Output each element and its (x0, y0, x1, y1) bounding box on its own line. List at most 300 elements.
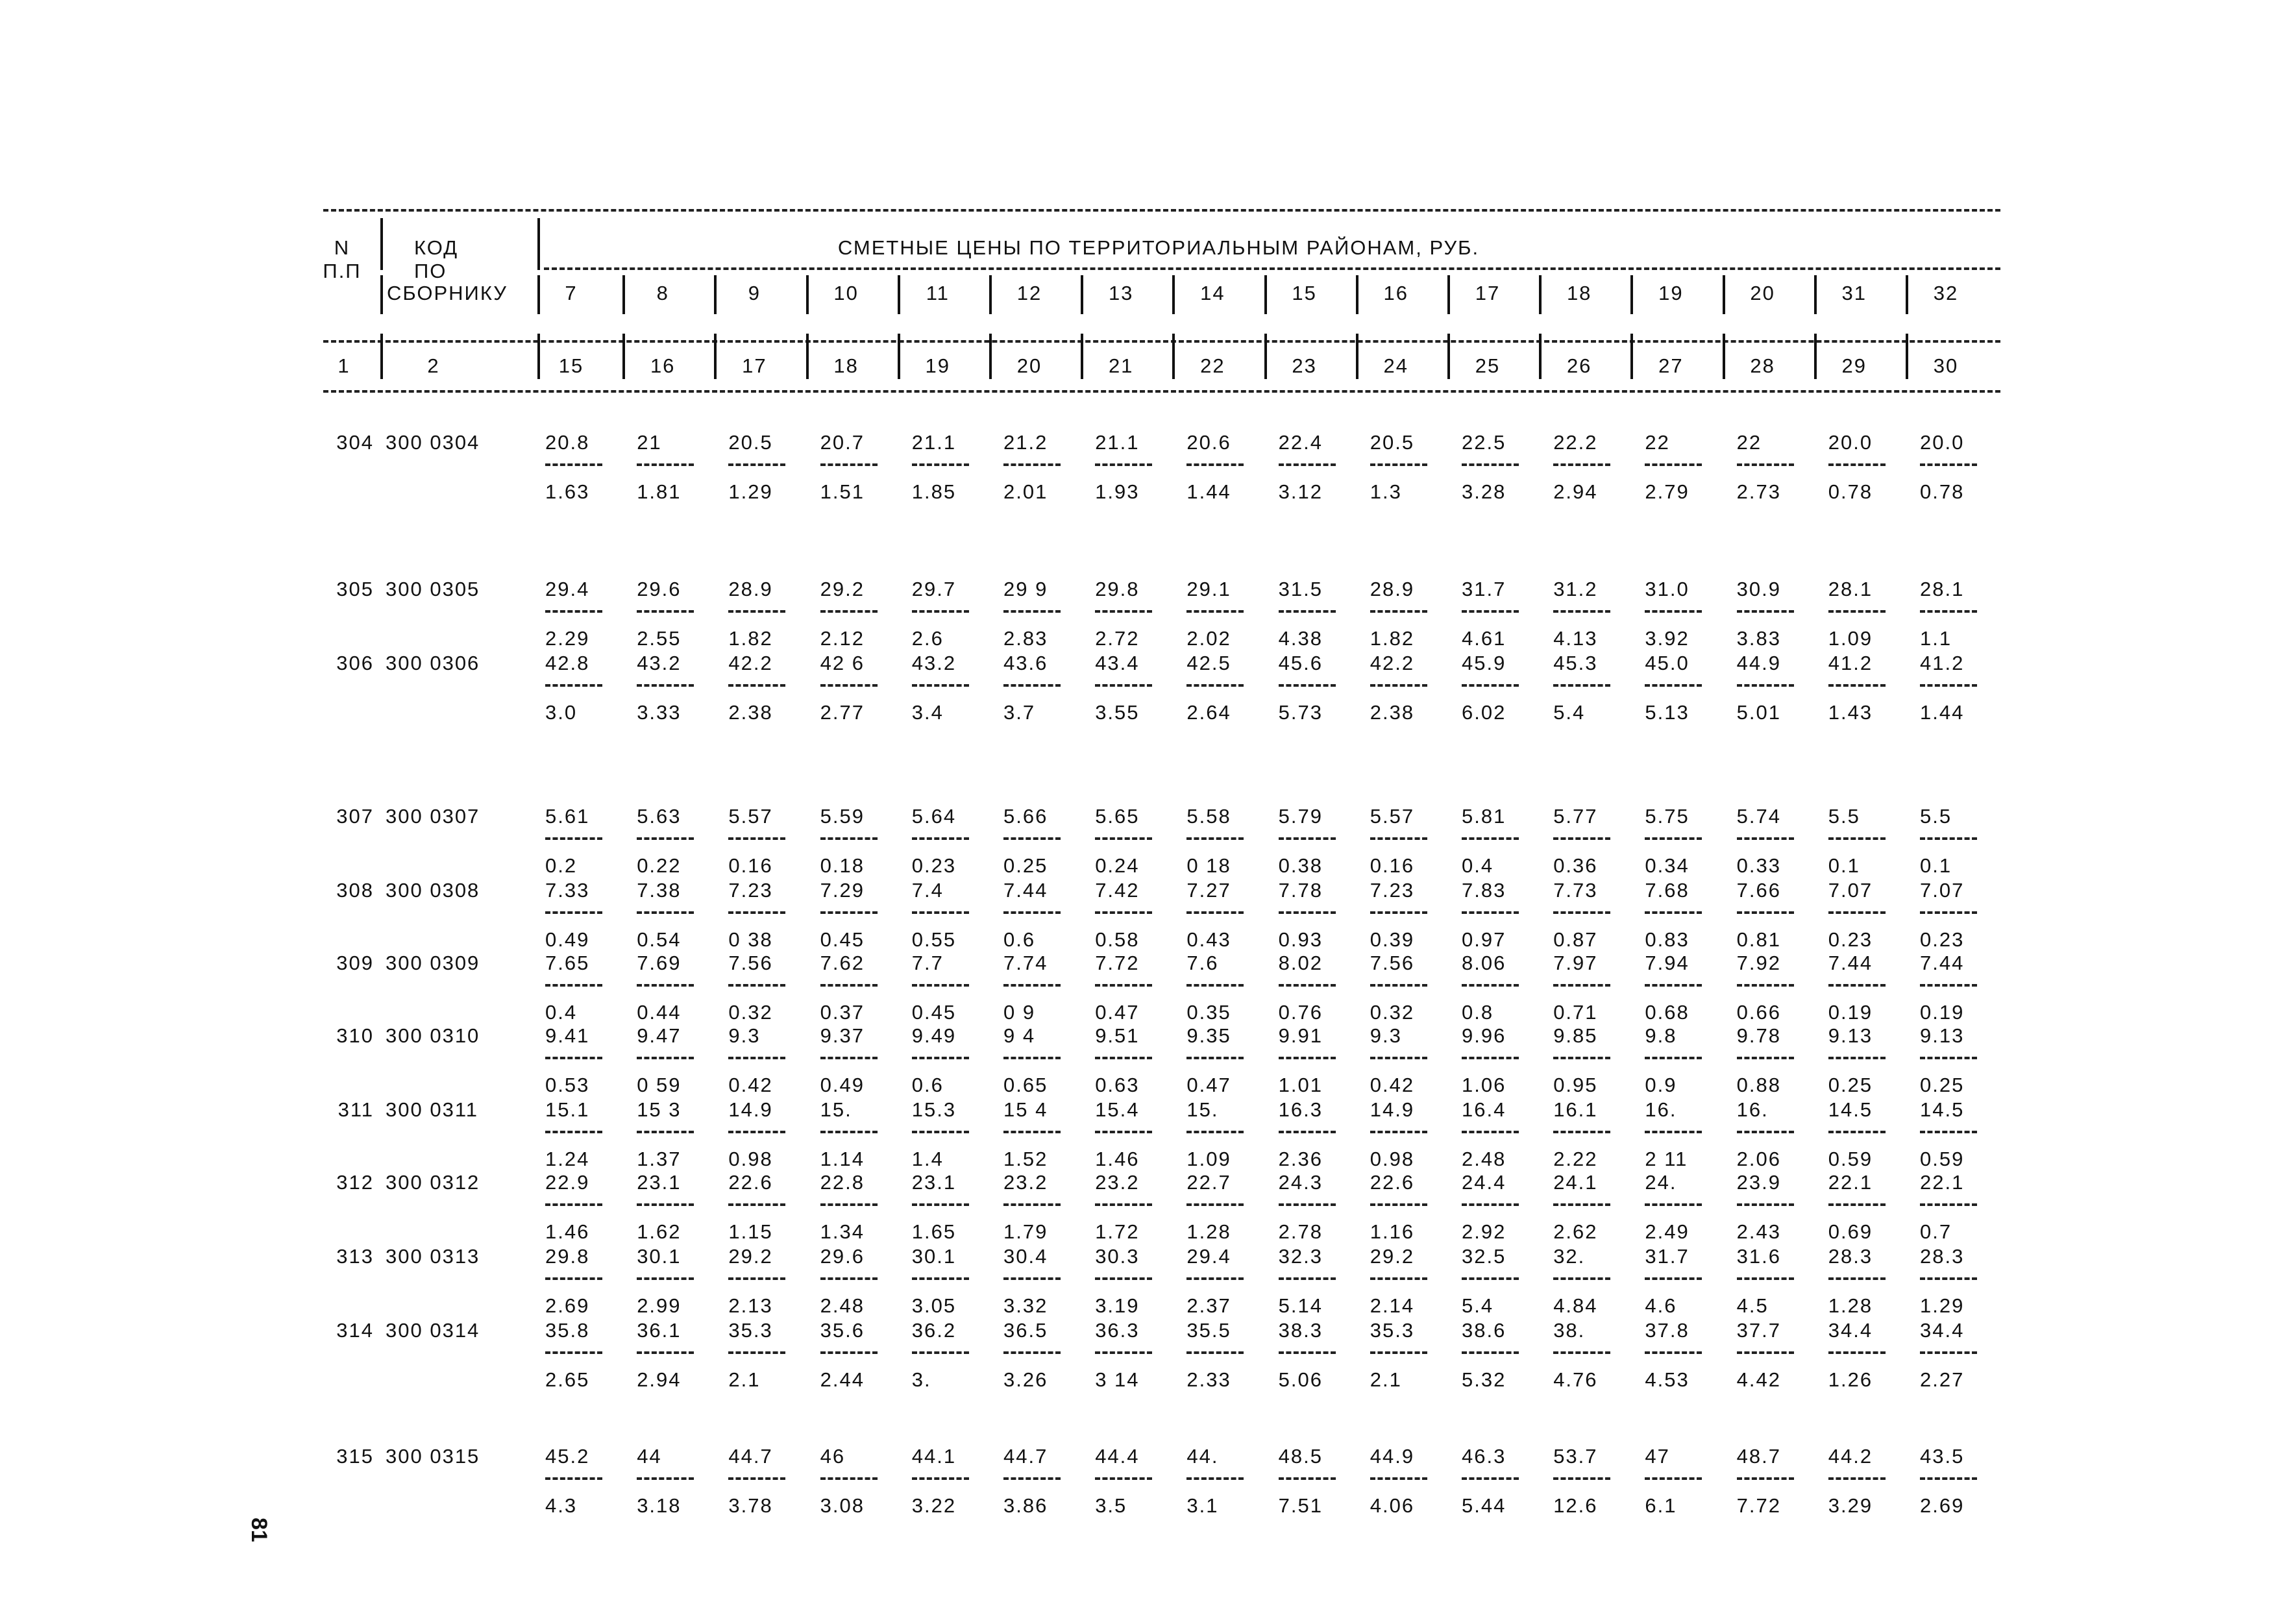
fraction-line (1553, 1057, 1610, 1059)
price-numerator: 9.47 (637, 1024, 682, 1047)
fraction-line (1920, 1203, 1977, 1206)
fraction-line (1920, 1131, 1977, 1133)
price-numerator: 48.5 (1278, 1445, 1323, 1468)
fraction-line (1920, 984, 1977, 987)
price-numerator: 15. (820, 1098, 852, 1121)
price-numerator: 29.6 (637, 578, 682, 600)
fraction-line (637, 837, 694, 840)
price-numerator: 5.58 (1186, 805, 1231, 828)
price-numerator: 8.02 (1278, 952, 1323, 974)
fraction-line (1370, 1057, 1427, 1059)
price-numerator: 42.2 (1370, 652, 1415, 674)
price-denominator: 1.65 (911, 1220, 957, 1243)
po-header: ПО (414, 260, 447, 282)
price-numerator: 5.59 (820, 805, 865, 828)
price-denominator: 0.59 (1920, 1148, 1965, 1170)
price-numerator: 45.9 (1462, 652, 1506, 674)
price-numerator: 9.78 (1736, 1024, 1781, 1047)
fraction-line (1737, 684, 1794, 687)
price-numerator: 15.3 (911, 1098, 957, 1121)
price-numerator: 7.44 (1003, 879, 1048, 902)
price-denominator: 0.23 (1828, 928, 1873, 951)
column-number: 25 (1475, 354, 1501, 377)
price-denominator: 2.65 (545, 1368, 590, 1391)
price-numerator: 30.3 (1095, 1245, 1140, 1268)
fraction-line (1003, 1277, 1061, 1280)
price-denominator: 0.66 (1736, 1001, 1781, 1024)
price-denominator: 2.48 (1462, 1148, 1506, 1170)
fraction-line (1462, 1131, 1519, 1133)
price-numerator: 32.5 (1462, 1245, 1506, 1268)
region-header: 32 (1933, 282, 1959, 304)
price-denominator: 2.27 (1920, 1368, 1965, 1391)
price-denominator: 1.06 (1462, 1074, 1506, 1096)
price-denominator: 1.85 (911, 480, 957, 503)
price-denominator: 1.4 (911, 1148, 944, 1170)
price-numerator: 29.2 (728, 1245, 773, 1268)
price-denominator: 3.08 (820, 1494, 865, 1517)
price-numerator: 29 9 (1003, 578, 1048, 600)
row-code: 300 0304 (386, 431, 480, 454)
price-denominator: 1.15 (728, 1220, 773, 1243)
price-denominator: 0.59 (1828, 1148, 1873, 1170)
row-number: 310 (336, 1024, 374, 1047)
fraction-line (1370, 911, 1427, 914)
price-numerator: 42 6 (820, 652, 865, 674)
price-denominator: 7.72 (1736, 1494, 1781, 1517)
price-denominator: 3.55 (1095, 701, 1140, 724)
column-number: 26 (1566, 354, 1592, 377)
price-numerator: 7.68 (1645, 879, 1690, 902)
price-numerator: 46.3 (1462, 1445, 1506, 1468)
header-divider (714, 334, 717, 379)
price-numerator: 22 (1736, 431, 1762, 454)
price-denominator: 1.93 (1095, 480, 1140, 503)
price-denominator: 3.78 (728, 1494, 773, 1517)
price-numerator: 16.4 (1462, 1098, 1506, 1121)
price-denominator: 1.16 (1370, 1220, 1415, 1243)
price-numerator: 20.0 (1920, 431, 1965, 454)
price-numerator: 22.7 (1186, 1171, 1231, 1194)
price-denominator: 0 9 (1003, 1001, 1036, 1024)
fraction-line (1095, 911, 1152, 914)
fraction-line (1095, 610, 1152, 613)
price-numerator: 34.4 (1920, 1319, 1965, 1342)
price-numerator: 7.44 (1920, 952, 1965, 974)
region-header: 16 (1383, 282, 1409, 304)
fraction-line (545, 1277, 602, 1280)
price-denominator: 2.13 (728, 1294, 773, 1317)
fraction-line (1370, 1351, 1427, 1354)
price-denominator: 2.92 (1462, 1220, 1506, 1243)
price-denominator: 2.94 (1553, 480, 1598, 503)
row-code: 300 0310 (386, 1024, 480, 1047)
price-denominator: 0.76 (1278, 1001, 1323, 1024)
price-numerator: 23.1 (911, 1171, 957, 1194)
fraction-line (1462, 463, 1519, 466)
fraction-line (1279, 1131, 1336, 1133)
fraction-line (1737, 1057, 1794, 1059)
header-divider (989, 334, 992, 379)
price-denominator: 0.53 (545, 1074, 590, 1096)
price-numerator: 16. (1736, 1098, 1769, 1121)
price-denominator: 2.48 (820, 1294, 865, 1317)
price-denominator: 0.55 (911, 928, 957, 951)
price-denominator: 1.29 (728, 480, 773, 503)
price-denominator: 0.24 (1095, 854, 1140, 877)
price-denominator: 2.49 (1645, 1220, 1690, 1243)
price-numerator: 45.0 (1645, 652, 1690, 674)
fraction-line (637, 911, 694, 914)
header-mid-rule (544, 267, 2000, 270)
price-numerator: 53.7 (1553, 1445, 1598, 1468)
price-numerator: 22 (1645, 431, 1670, 454)
price-numerator: 35.8 (545, 1319, 590, 1342)
fraction-line (1737, 1277, 1794, 1280)
fraction-line (1186, 610, 1244, 613)
column-number: 21 (1108, 354, 1134, 377)
price-denominator: 0.78 (1828, 480, 1873, 503)
price-denominator: 0.33 (1736, 854, 1781, 877)
fraction-line (1920, 1477, 1977, 1480)
header-divider (1630, 334, 1633, 379)
price-numerator: 5.64 (911, 805, 957, 828)
price-numerator: 14.5 (1828, 1098, 1873, 1121)
column-number: 19 (925, 354, 951, 377)
fraction-line (1462, 1203, 1519, 1206)
fraction-line (1186, 984, 1244, 987)
fraction-line (1279, 1477, 1336, 1480)
price-numerator: 16.3 (1278, 1098, 1323, 1121)
header-divider (714, 275, 717, 314)
fraction-line (1279, 837, 1336, 840)
price-numerator: 5.79 (1278, 805, 1323, 828)
header-bottom-rule (323, 340, 2000, 343)
fraction-line (728, 1277, 785, 1280)
price-numerator: 43.5 (1920, 1445, 1965, 1468)
fraction-line (1920, 1351, 1977, 1354)
price-numerator: 29.2 (820, 578, 865, 600)
fraction-line (1462, 1351, 1519, 1354)
price-numerator: 20.5 (1370, 431, 1415, 454)
price-numerator: 29.6 (820, 1245, 865, 1268)
price-denominator: 0.32 (1370, 1001, 1415, 1024)
price-numerator: 32.3 (1278, 1245, 1323, 1268)
price-numerator: 29.4 (1186, 1245, 1231, 1268)
price-numerator: 5.75 (1645, 805, 1690, 828)
price-denominator: 5.73 (1278, 701, 1323, 724)
column-number: 16 (650, 354, 676, 377)
price-numerator: 15 3 (637, 1098, 682, 1121)
price-numerator: 31.7 (1462, 578, 1506, 600)
region-header: 9 (748, 282, 761, 304)
price-numerator: 9.3 (1370, 1024, 1402, 1047)
fraction-line (1553, 984, 1610, 987)
price-denominator: 0.6 (1003, 928, 1036, 951)
fraction-line (1462, 1277, 1519, 1280)
fraction-line (637, 1203, 694, 1206)
price-numerator: 37.7 (1736, 1319, 1781, 1342)
fraction-line (1553, 911, 1610, 914)
fraction-line (1370, 984, 1427, 987)
price-denominator: 0 38 (728, 928, 773, 951)
price-numerator: 5.57 (728, 805, 773, 828)
price-denominator: 5.44 (1462, 1494, 1506, 1517)
fraction-line (912, 684, 969, 687)
fraction-line (820, 684, 878, 687)
price-numerator: 31.7 (1645, 1245, 1690, 1268)
price-numerator: 5.74 (1736, 805, 1781, 828)
price-numerator: 9.8 (1645, 1024, 1677, 1047)
price-numerator: 45.6 (1278, 652, 1323, 674)
price-numerator: 7.97 (1553, 952, 1598, 974)
price-denominator: 0.23 (1920, 928, 1965, 951)
price-numerator: 14.9 (1370, 1098, 1415, 1121)
price-denominator: 5.4 (1553, 701, 1586, 724)
price-denominator: 3.26 (1003, 1368, 1048, 1391)
fraction-line (1920, 1057, 1977, 1059)
price-numerator: 9 4 (1003, 1024, 1036, 1047)
fraction-line (1279, 610, 1336, 613)
fraction-line (912, 837, 969, 840)
price-denominator: 1.34 (820, 1220, 865, 1243)
fraction-line (1095, 1203, 1152, 1206)
row-code: 300 0308 (386, 879, 480, 902)
price-numerator: 44.7 (1003, 1445, 1048, 1468)
price-numerator: 7.27 (1186, 879, 1231, 902)
row-code: 300 0314 (386, 1319, 480, 1342)
price-numerator: 7.78 (1278, 879, 1323, 902)
region-header: 19 (1658, 282, 1684, 304)
price-denominator: 2.55 (637, 627, 682, 650)
header-divider (1356, 275, 1358, 314)
price-denominator: 7.51 (1278, 1494, 1323, 1517)
price-numerator: 21.1 (1095, 431, 1140, 454)
price-denominator: 2.1 (1370, 1368, 1402, 1391)
fraction-line (1553, 610, 1610, 613)
fraction-line (1279, 1351, 1336, 1354)
price-denominator: 2.38 (1370, 701, 1415, 724)
price-numerator: 8.06 (1462, 952, 1506, 974)
price-numerator: 7.7 (911, 952, 944, 974)
price-denominator: 1.28 (1828, 1294, 1873, 1317)
fraction-line (912, 610, 969, 613)
price-denominator: 0.45 (911, 1001, 957, 1024)
price-denominator: 0.95 (1553, 1074, 1598, 1096)
price-denominator: 1.09 (1828, 627, 1873, 650)
fraction-line (1462, 684, 1519, 687)
fraction-line (1186, 837, 1244, 840)
price-denominator: 1.44 (1186, 480, 1231, 503)
fraction-line (637, 1477, 694, 1480)
price-denominator: 1.3 (1370, 480, 1402, 503)
price-numerator: 5.77 (1553, 805, 1598, 828)
fraction-line (1553, 1203, 1610, 1206)
header-divider (1814, 334, 1817, 379)
header-divider (1081, 334, 1083, 379)
price-denominator: 6.02 (1462, 701, 1506, 724)
price-numerator: 36.1 (637, 1319, 682, 1342)
fraction-line (545, 463, 602, 466)
price-numerator: 7.65 (545, 952, 590, 974)
fraction-line (728, 1057, 785, 1059)
price-denominator: 0.25 (1920, 1074, 1965, 1096)
price-numerator: 9.35 (1186, 1024, 1231, 1047)
price-denominator: 2.94 (637, 1368, 682, 1391)
fraction-line (1645, 463, 1702, 466)
header-divider (1447, 275, 1450, 314)
price-numerator: 30.9 (1736, 578, 1781, 600)
price-numerator: 43.6 (1003, 652, 1048, 674)
fraction-line (1003, 1351, 1061, 1354)
fraction-line (1645, 610, 1702, 613)
region-header: 17 (1475, 282, 1501, 304)
fraction-line (1370, 1203, 1427, 1206)
price-numerator: 16. (1645, 1098, 1677, 1121)
price-numerator: 28.3 (1828, 1245, 1873, 1268)
price-denominator: 1.37 (637, 1148, 682, 1170)
fraction-line (1095, 837, 1152, 840)
row-number: 315 (336, 1445, 374, 1468)
price-numerator: 22.1 (1828, 1171, 1873, 1194)
fraction-line (1737, 911, 1794, 914)
price-numerator: 9.91 (1278, 1024, 1323, 1047)
price-numerator: 28.9 (728, 578, 773, 600)
fraction-line (820, 837, 878, 840)
fraction-line (637, 463, 694, 466)
fraction-line (637, 1057, 694, 1059)
price-numerator: 9.37 (820, 1024, 865, 1047)
fraction-line (1186, 463, 1244, 466)
fraction-line (1279, 1203, 1336, 1206)
fraction-line (1645, 1477, 1702, 1480)
price-numerator: 20.6 (1186, 431, 1231, 454)
price-denominator: 0 18 (1186, 854, 1231, 877)
price-denominator: 1.81 (637, 480, 682, 503)
price-numerator: 5.63 (637, 805, 682, 828)
row-number: 304 (336, 431, 374, 454)
price-numerator: 28.1 (1828, 578, 1873, 600)
price-denominator: 1.82 (1370, 627, 1415, 650)
kod-header: КОД (414, 236, 459, 259)
price-denominator: 0.25 (1003, 854, 1048, 877)
price-numerator: 7.07 (1920, 879, 1965, 902)
price-numerator: 42.2 (728, 652, 773, 674)
fraction-line (1645, 1057, 1702, 1059)
price-numerator: 44.9 (1736, 652, 1781, 674)
column-number: 20 (1016, 354, 1042, 377)
price-denominator: 0.81 (1736, 928, 1781, 951)
header-divider (1723, 275, 1725, 314)
column-number: 24 (1383, 354, 1409, 377)
fraction-line (1370, 837, 1427, 840)
price-denominator: 6.1 (1645, 1494, 1677, 1517)
price-denominator: 1.43 (1828, 701, 1873, 724)
fraction-line (1370, 684, 1427, 687)
region-header: 18 (1566, 282, 1592, 304)
price-numerator: 7.23 (1370, 879, 1415, 902)
price-denominator: 0.44 (637, 1001, 682, 1024)
price-denominator: 0.87 (1553, 928, 1598, 951)
price-numerator: 5.81 (1462, 805, 1506, 828)
fraction-line (1828, 1277, 1886, 1280)
fraction-line (1003, 837, 1061, 840)
fraction-line (728, 911, 785, 914)
price-denominator: 2.36 (1278, 1148, 1323, 1170)
price-denominator: 0.98 (1370, 1148, 1415, 1170)
price-numerator: 22.6 (728, 1171, 773, 1194)
fraction-line (1279, 463, 1336, 466)
row-number: 305 (336, 578, 374, 600)
fraction-line (1003, 984, 1061, 987)
fraction-line (1279, 1277, 1336, 1280)
fraction-line (820, 1351, 878, 1354)
fraction-line (1828, 1477, 1886, 1480)
price-denominator: 2.62 (1553, 1220, 1598, 1243)
region-header: 7 (565, 282, 578, 304)
fraction-line (1186, 911, 1244, 914)
fraction-line (545, 1477, 602, 1480)
fraction-line (820, 911, 878, 914)
price-numerator: 29.7 (911, 578, 957, 600)
price-numerator: 9.13 (1828, 1024, 1873, 1047)
price-numerator: 35.6 (820, 1319, 865, 1342)
row-number: 314 (336, 1319, 374, 1342)
fraction-line (1828, 1351, 1886, 1354)
price-denominator: 1.29 (1920, 1294, 1965, 1317)
price-denominator: 2.77 (820, 701, 865, 724)
row-number: 309 (336, 952, 374, 974)
fraction-line (728, 837, 785, 840)
row-code: 300 0315 (386, 1445, 480, 1468)
region-header: 10 (833, 282, 859, 304)
fraction-line (912, 911, 969, 914)
price-numerator: 7.33 (545, 879, 590, 902)
fraction-line (1186, 684, 1244, 687)
column-number: 22 (1200, 354, 1225, 377)
price-numerator: 15.1 (545, 1098, 590, 1121)
fraction-line (912, 1477, 969, 1480)
price-numerator: 7.07 (1828, 879, 1873, 902)
region-header: 14 (1200, 282, 1225, 304)
fraction-line (637, 1277, 694, 1280)
header-divider (1264, 275, 1267, 314)
price-numerator: 41.2 (1920, 652, 1965, 674)
header-divider (622, 334, 625, 379)
price-numerator: 22.6 (1370, 1171, 1415, 1194)
fraction-line (728, 463, 785, 466)
row-code: 300 0312 (386, 1171, 480, 1194)
price-denominator: 0.68 (1645, 1001, 1690, 1024)
price-denominator: 1.72 (1095, 1220, 1140, 1243)
price-denominator: 2.6 (911, 627, 944, 650)
fraction-line (1828, 911, 1886, 914)
price-numerator: 29.1 (1186, 578, 1231, 600)
price-numerator: 15.4 (1095, 1098, 1140, 1121)
fraction-line (1645, 1131, 1702, 1133)
price-denominator: 2.69 (545, 1294, 590, 1317)
price-denominator: 0.19 (1920, 1001, 1965, 1024)
price-denominator: 3.83 (1736, 627, 1781, 650)
fraction-line (1095, 984, 1152, 987)
fraction-line (1737, 463, 1794, 466)
fraction-line (1370, 1277, 1427, 1280)
price-numerator: 22.1 (1920, 1171, 1965, 1194)
fraction-line (1186, 1351, 1244, 1354)
price-denominator: 0.7 (1920, 1220, 1952, 1243)
price-denominator: 3.32 (1003, 1294, 1048, 1317)
fraction-line (637, 684, 694, 687)
